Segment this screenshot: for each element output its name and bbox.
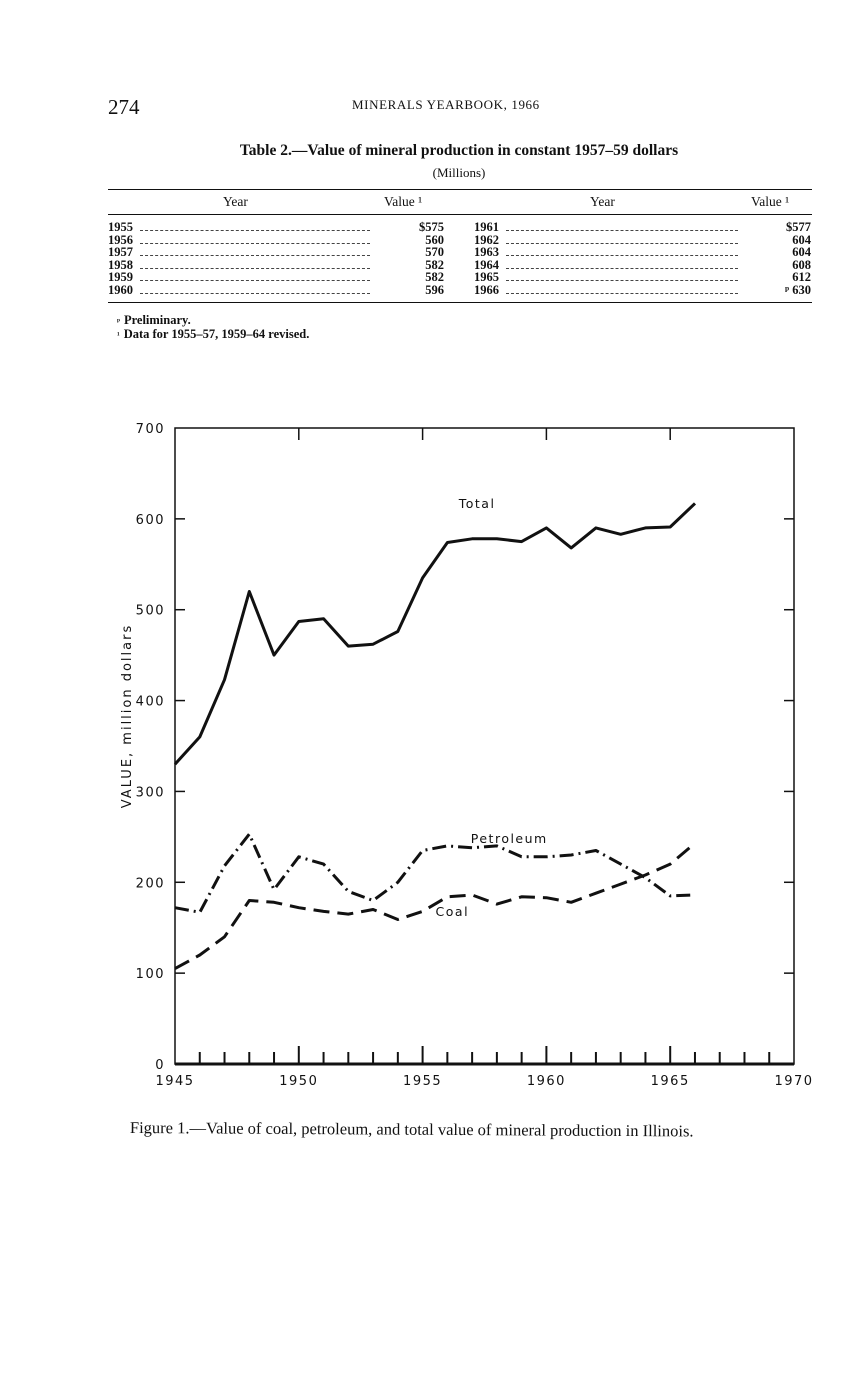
table-cell-year: 1959: [108, 270, 133, 284]
x-tick-label: 1960: [526, 1074, 566, 1089]
table-cell-value: 604: [792, 245, 811, 259]
x-tick-label: 1965: [650, 1074, 690, 1089]
figure-caption: Figure 1.—Value of coal, petroleum, and total value of mineral production in Illinois.: [129, 1118, 694, 1141]
y-axis-title: VALUE, million dollars: [120, 623, 135, 809]
table-header-year-right: Year: [590, 194, 615, 209]
footnote-text: Preliminary.: [123, 313, 191, 327]
table-cell-year: 1957: [108, 245, 133, 259]
table-cell-year: 1961: [474, 220, 499, 234]
y-tick-label: 200: [135, 876, 165, 892]
y-tick-label: 600: [135, 512, 165, 528]
series-line-total: [175, 503, 695, 764]
x-tick-label: 1950: [279, 1074, 319, 1089]
table-cell-year: 1964: [474, 257, 499, 272]
y-tick-label: 400: [135, 694, 165, 710]
table-cell-year: 1966: [474, 282, 499, 297]
footnote-text: Data for 1955–57, 1959–64 revised.: [123, 327, 310, 341]
y-tick-label: 300: [135, 785, 165, 801]
page-number: 274: [108, 95, 140, 119]
table-cell-year: 1956: [108, 232, 133, 247]
footnote-symbol: ¹: [117, 330, 120, 340]
y-tick-label: 500: [135, 603, 165, 619]
table-cell-year: 1955: [108, 220, 133, 234]
table-cell-value: ᵖ 630: [785, 282, 811, 297]
series-label-coal: Coal: [435, 903, 470, 919]
table-cell-value: 582: [425, 270, 444, 284]
table-cell-value: 612: [792, 270, 811, 284]
table-cell-year: 1960: [108, 282, 133, 297]
series-label-petroleum: Petroleum: [470, 831, 548, 847]
table-header-value-left: Value ¹: [384, 194, 423, 209]
x-tick-label: 1970: [774, 1074, 814, 1089]
table-cell-value: 608: [792, 257, 811, 272]
table-cell-value: 570: [425, 245, 444, 259]
table-cell-year: 1963: [474, 245, 499, 259]
y-tick-label: 100: [135, 967, 165, 983]
y-tick-label: 0: [155, 1058, 165, 1073]
table-title: Table 2.—Value of mineral production in constant 1957–59 dollars: [239, 142, 679, 159]
table-cell-year: 1962: [474, 232, 499, 247]
plot-frame: [175, 428, 794, 1064]
table-cell-value: 582: [425, 257, 444, 272]
table-cell-value: $575: [419, 220, 444, 234]
table-header-value-right: Value ¹: [751, 194, 790, 209]
series-label-total: Total: [458, 495, 496, 511]
y-tick-label: 700: [135, 422, 165, 437]
table-cell-value: 596: [425, 282, 444, 297]
table-subtitle: (Millions): [432, 165, 486, 180]
table-cell-value: 560: [425, 232, 444, 247]
x-tick-label: 1955: [403, 1074, 443, 1089]
table-cell-year: 1965: [474, 270, 499, 284]
table-cell-value: $577: [786, 220, 811, 234]
table-cell-value: 604: [792, 232, 811, 247]
x-tick-label: 1945: [155, 1074, 195, 1089]
running-head: MINERALS YEARBOOK, 1966: [352, 97, 540, 112]
table-cell-year: 1958: [108, 257, 133, 272]
table-header-year-left: Year: [223, 194, 248, 209]
footnote-symbol: ᵖ: [117, 316, 120, 326]
